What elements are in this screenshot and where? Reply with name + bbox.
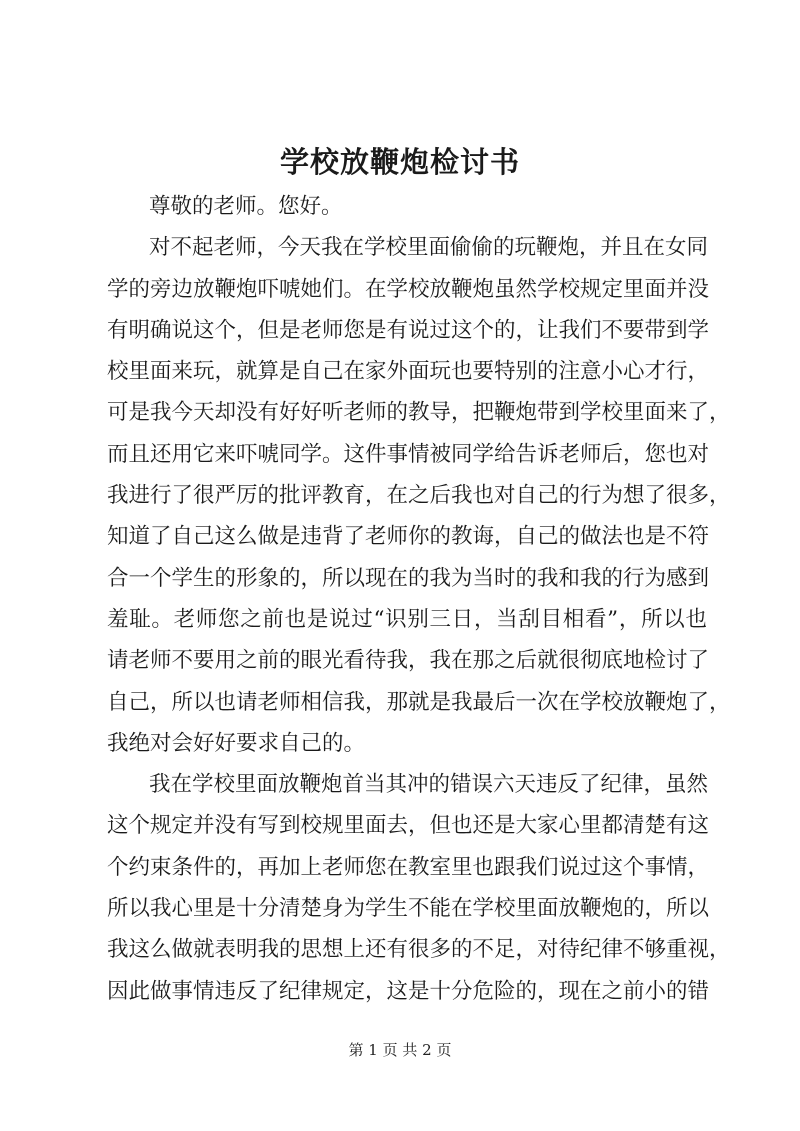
paragraph-line: 羞耻。老师您之前也是说过“识别三日，当刮目相看”，所以也: [107, 606, 707, 632]
paragraph-line: 我这么做就表明我的思想上还有很多的不足，对待纪律不够重视，: [107, 937, 731, 963]
paragraph-line: 有明确说这个，但是老师您是有说过这个的，让我们不要带到学: [107, 317, 710, 343]
document-body: [107, 186, 731, 1012]
paragraph-line: 我在学校里面放鞭炮首当其冲的错误六天违反了纪律，虽然: [149, 772, 709, 798]
paragraph-line: 校里面来玩，就算是自己在家外面玩也要特别的注意小心才行，: [107, 359, 710, 385]
paragraph-line: 个约束条件的，再加上老师您在教室里也跟我们说过这个事情，: [107, 854, 710, 880]
paragraph-line: 学的旁边放鞭炮吓唬她们。在学校放鞭炮虽然学校规定里面并没: [107, 276, 710, 302]
salutation-line: 尊敬的老师。您好。: [149, 194, 343, 219]
paragraph-line: 我绝对会好好要求自己的。: [107, 730, 366, 756]
paragraph-line: 知道了自己这么做是违背了老师你的教诲，自己的做法也是不符: [107, 524, 710, 550]
document-title: 学校放鞭炮检讨书: [279, 145, 520, 179]
paragraph-line: 我进行了很严厉的批评教育，在之后我也对自己的行为想了很多，: [107, 483, 731, 509]
page-footer: 第 1 页 共 2 页: [348, 1041, 452, 1059]
paragraph-line: 可是我今天却没有好好听老师的教导，把鞭炮带到学校里面来了，: [107, 400, 731, 426]
paragraph-line: 这个规定并没有写到校规里面去，但也还是大家心里都清楚有这: [107, 813, 710, 839]
paragraph-line: 自己，所以也请老师相信我，那就是我最后一次在学校放鞭炮了，: [107, 689, 731, 715]
paragraph-line: 所以我心里是十分清楚身为学生不能在学校里面放鞭炮的，所以: [107, 896, 710, 922]
paragraph-line: 合一个学生的形象的，所以现在的我为当时的我和我的行为感到: [107, 565, 710, 591]
paragraph-line: 对不起老师，今天我在学校里面偷偷的玩鞭炮，并且在女同: [149, 235, 709, 261]
paragraph-line: 因此做事情违反了纪律规定，这是十分危险的，现在之前小的错: [107, 978, 710, 1004]
paragraph-line: 请老师不要用之前的眼光看待我，我在那之后就很彻底地检讨了: [107, 648, 710, 674]
paragraph-line: 而且还用它来吓唬同学。这件事情被同学给告诉老师后，您也对: [107, 441, 710, 467]
